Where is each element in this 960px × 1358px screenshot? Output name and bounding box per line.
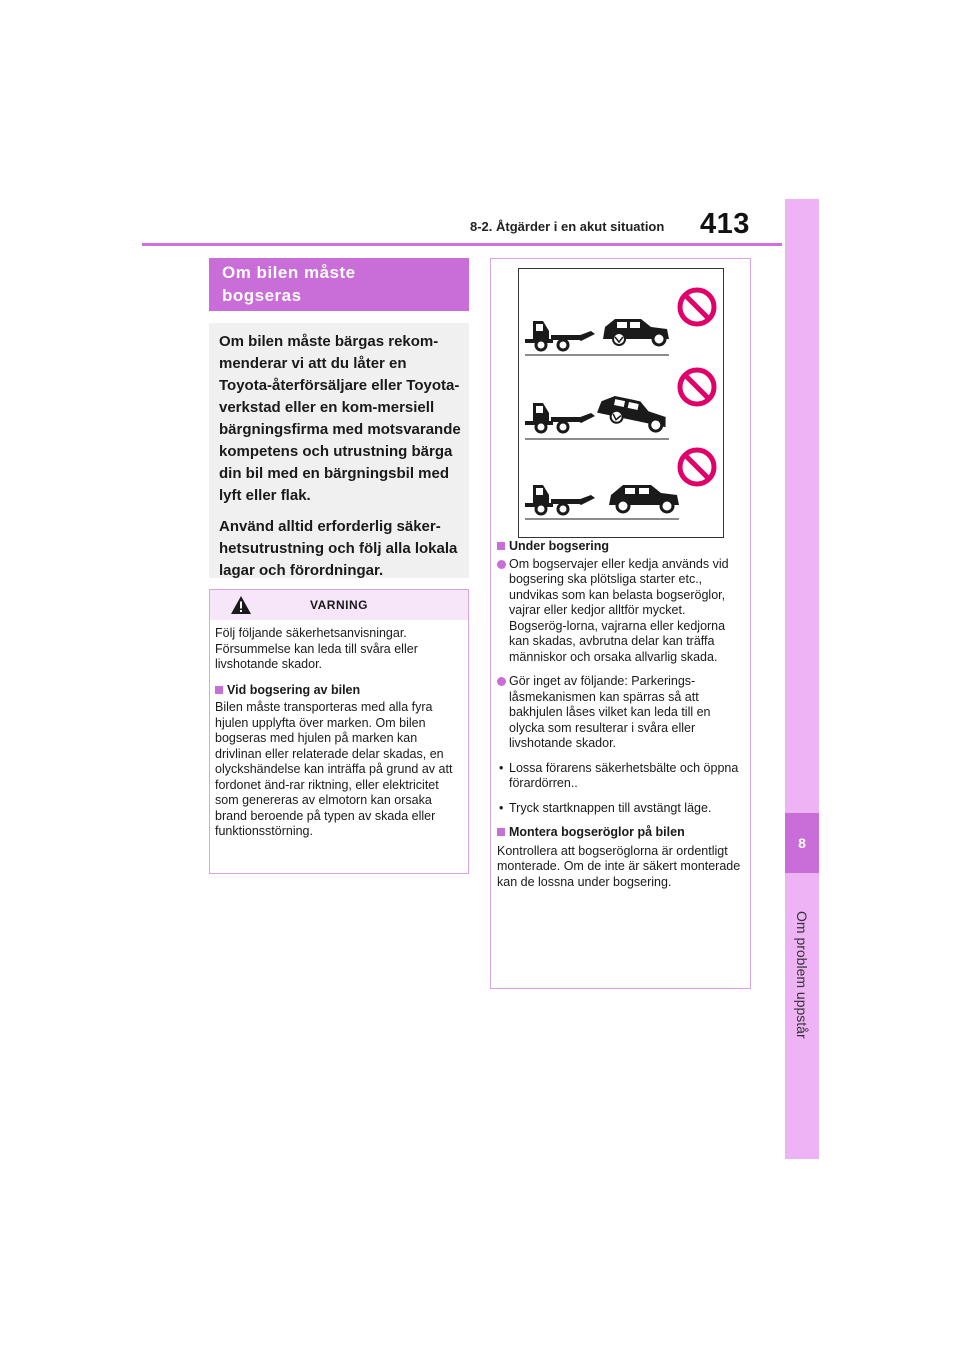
square-bullet-icon (215, 686, 223, 694)
bullet-dot-icon: • (499, 800, 504, 815)
list-item: Om bogservajer eller kedja används vid bogsering ska plötsliga starter etc., undvikas som kan belasta bogseröglor, vajrar eller kedjor alltför mycket. Bogserög-lorna, vajrarna eller kedjorna kan skadas, avbrutna delar kan träffa människor och orsaka allvarlig skada. (497, 557, 742, 666)
warning-header (210, 590, 468, 620)
chapter-label: Om problem uppstår (794, 911, 810, 1039)
warning-intro: Följ följande säkerhetsanvisningar. Försummelse kan leda till svåra eller livshotande skador. (215, 626, 418, 671)
circle-bullet-icon (497, 560, 506, 569)
section-heading-box (209, 258, 469, 311)
warning-text: Bilen måste transporteras med alla fyra hjulen upplyfta över marken. Om bilen bogseras med hjulen på marken kan drivlinan eller relaterade delar skadas, en olyckshändelse kan inträffa på grund av att fordonet änd-rar riktning, eller elektricitet som genereras av elmotorn kan orsaka brand beroende på typen av skada eller funktionsstörning. (215, 700, 453, 838)
circle-bullet-icon (497, 677, 506, 686)
list-item: Gör inget av följande: Parkerings-låsmekanismen kan spärras så att bakhjulen låses vilket kan leda till en olycka som resulterar i svåra eller livshotande skador. (497, 674, 742, 752)
towing-info-box (490, 258, 751, 989)
list-item: • Lossa förarens säkerhetsbälte och öppna förardörren.. (499, 760, 739, 790)
warning-box (209, 589, 469, 874)
page-number: 413 (700, 208, 750, 240)
towing-instructions (497, 539, 742, 890)
bullet-dot-icon: • (499, 760, 504, 775)
header-divider (142, 243, 782, 246)
towing-illustration (518, 268, 724, 538)
info-box (209, 323, 469, 578)
chapter-number-tab (785, 813, 819, 873)
prohibited-towing-methods-icon (519, 269, 723, 537)
info-paragraph: Använd alltid erforderlig säker-hetsutrustning och följ alla lokala lagar och förordningar. (219, 518, 458, 579)
square-bullet-icon (497, 542, 505, 550)
towing-paragraph: Kontrollera att bogseröglorna är ordentligt monterade. Om de inte är säkert monterade kan de lossna under bogsering. (497, 843, 741, 889)
section-title: 8-2. Åtgärder i en akut situation (470, 219, 665, 234)
list-item: • Tryck startknappen till avstängt läge. (499, 800, 712, 815)
square-bullet-icon (497, 828, 505, 836)
warning-title: VARNING (310, 598, 368, 612)
warning-subheading: Vid bogsering av bilen (215, 683, 462, 699)
info-paragraph: Om bilen måste bärgas rekom-menderar vi att du låter en Toyota-återförsäljare eller Toyota-verkstad eller en kom-mersiell bärgningsfirma med motsvarande kompetens och utrustning bärga din bil med en bärgningsbil med lyft eller flak. (219, 333, 461, 504)
towing-subheading: Montera bogseröglor på bilen (497, 825, 742, 841)
warning-body (210, 620, 468, 840)
section-heading: Om bilen måste bogseras (222, 263, 356, 305)
towing-subheading: Under bogsering (497, 539, 742, 555)
chapter-number: 8 (798, 835, 806, 851)
